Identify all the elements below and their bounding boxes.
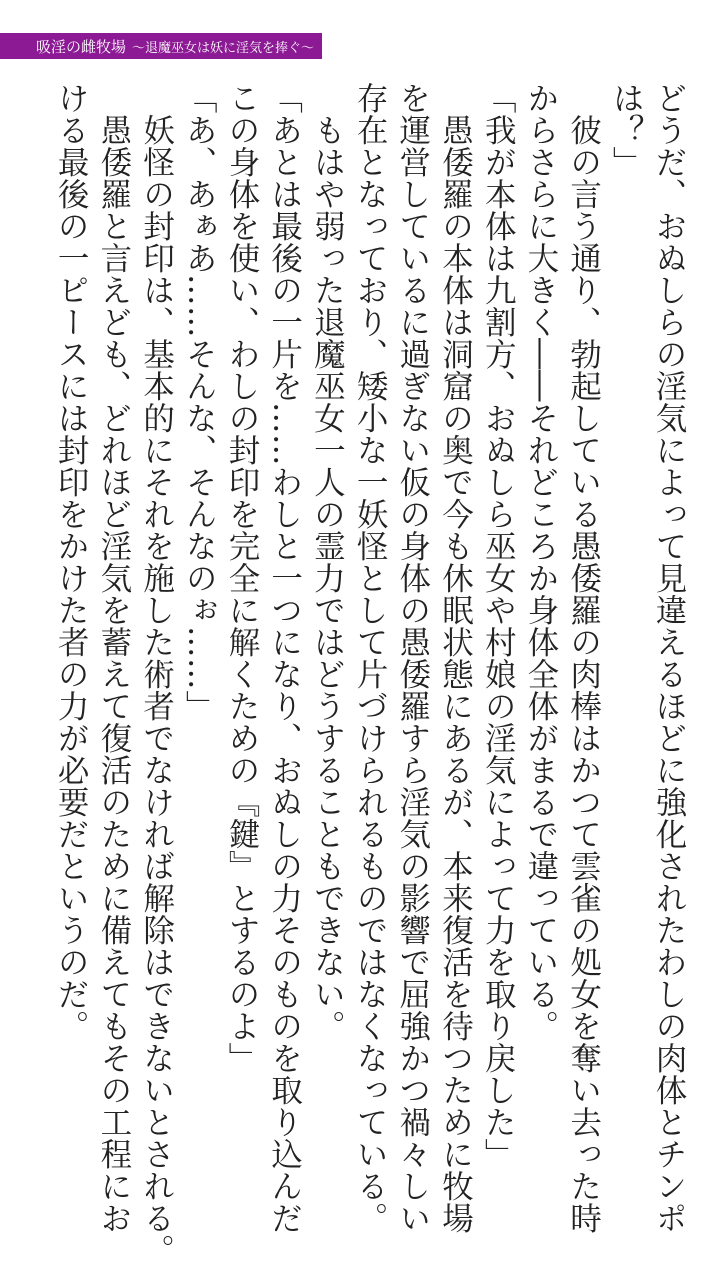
vertical-body-text [49, 82, 690, 1266]
text-line: からさらに大きく――それどころか身体全体がまるで違っている。 [522, 82, 559, 1042]
text-line: 「あ、あぁあ……そんな、そんなのぉ……」 [181, 82, 218, 722]
text-line: 存在となっており、矮小な一妖怪として片づけられるものではなくなっている。 [352, 82, 389, 1234]
book-subtitle: ～退魔巫女は妖に淫気を捧ぐ～ [131, 40, 314, 56]
text-line: どうだ、おぬしらの淫気によって見違えるほどに強化されたわしの肉体とチンポ [651, 82, 687, 1234]
text-line: 「あとは最後の一片を……わしと一つになり、おぬしの力そのものを取り込んだ [266, 82, 303, 1234]
text-line: 妖怪の封印は、基本的にそれを施した術者でなければ解除はできないとされる。 [138, 82, 175, 1266]
text-line: は？」 [608, 82, 645, 178]
book-title: 吸淫の雌牧場 [35, 37, 126, 56]
text-line: この身体を使い、わしの封印を完全に解くための『鍵』とするのよ」 [223, 82, 260, 1074]
running-header [0, 33, 322, 59]
text-line: を運営しているに過ぎない仮の身体の愚倭羅すら淫気の影響で屈強かつ禍々しい [394, 82, 431, 1234]
text-line: 彼の言う通り、勃起している愚倭羅の肉棒はかつて雲雀の処女を奪い去った時 [565, 82, 602, 1234]
text-line: 愚倭羅の本体は洞窟の奥で今も休眠状態にあるが、本来復活を待つために牧場 [437, 82, 474, 1234]
text-line: 「我が本体は九割方、おぬしら巫女や村娘の淫気によって力を取り戻した」 [480, 82, 517, 1170]
text-line: もはや弱った退魔巫女一人の霊力ではどうすることもできない。 [309, 82, 346, 1042]
text-line: ける最後の一ピースには封印をかけた者の力が必要だというのだ。 [53, 82, 90, 1042]
text-line: 愚倭羅と言えども、どれほど淫気を蓄えて復活のために備えてもその工程にお [95, 82, 132, 1234]
